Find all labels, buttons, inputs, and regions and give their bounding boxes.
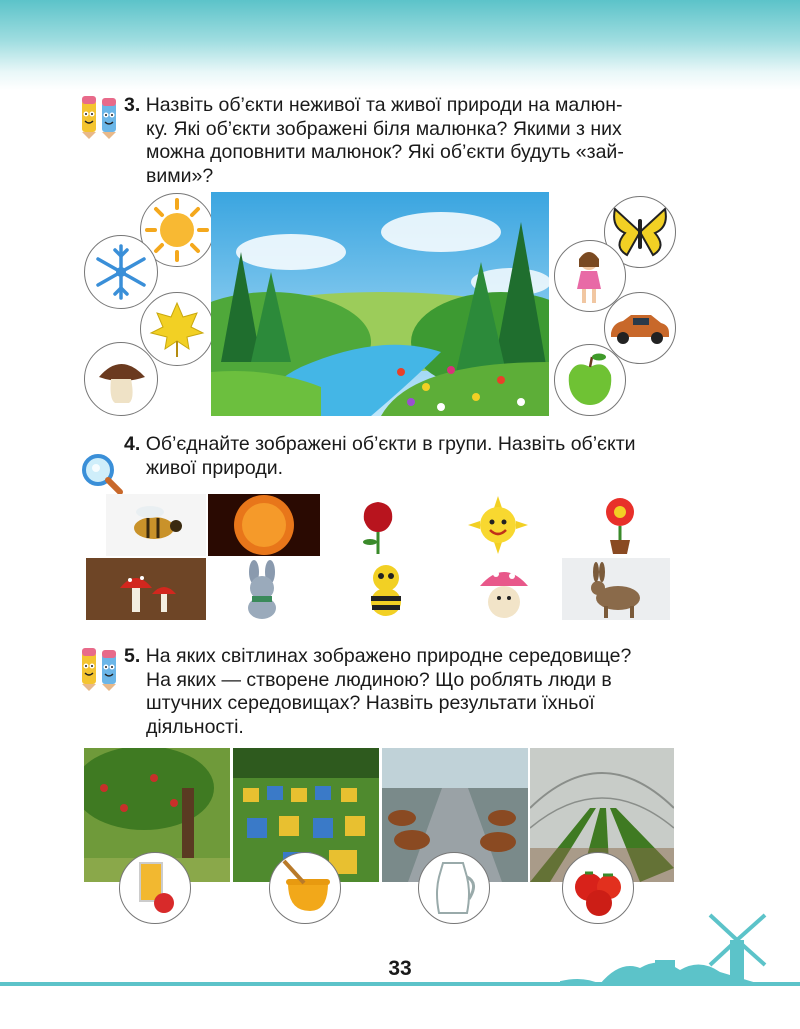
- landscape-picture: [211, 192, 549, 416]
- task-4-line-2: живої природи.: [146, 456, 284, 479]
- pencils-icon: [78, 94, 124, 140]
- mushroom-circle: [84, 342, 158, 416]
- task-5-line-4: діяльності.: [146, 715, 244, 738]
- snowflake-circle: [84, 235, 158, 309]
- toy-mushroom-photo: [474, 558, 534, 620]
- honey-circle: [269, 852, 341, 924]
- mushrooms-photo: [86, 558, 206, 620]
- task-4-line-1: Об’єднайте зображені об’єкти в групи. Назвіть об’єкти: [145, 433, 636, 455]
- header-band: [0, 0, 800, 90]
- apple-circle: [554, 344, 626, 416]
- toy-flower-icon: [592, 494, 648, 556]
- bee-photo: [106, 494, 206, 556]
- task-3-line-1: Назвіть об’єкти неживої та живої природи на малюн-: [145, 94, 623, 116]
- juice-icon: [120, 853, 190, 923]
- rose-photo: [348, 494, 408, 556]
- toy-bee-icon: [360, 558, 412, 620]
- task-5-line-3: штучних середовищах? Назвіть результати їхньої: [146, 692, 595, 714]
- task-3: [124, 94, 624, 188]
- toy-flower-photo: [592, 494, 648, 556]
- toy-mushroom-icon: [474, 558, 534, 620]
- hare-icon: [562, 558, 670, 620]
- green-apple-icon: [555, 345, 625, 415]
- sun-photo-icon: [208, 494, 320, 556]
- pencils-icon: [78, 646, 124, 692]
- toy-bunny-icon: [232, 558, 292, 620]
- fly-agaric-icon: [86, 558, 206, 620]
- bee-icon: [106, 494, 206, 556]
- page-number: 33: [388, 957, 412, 980]
- task-4: [124, 433, 636, 480]
- leaf-circle: [140, 292, 214, 366]
- task-5-number: 5.: [124, 645, 141, 667]
- mushroom-icon: [85, 343, 157, 415]
- milk-jug-icon: [419, 853, 489, 923]
- magnifier-icon: [78, 450, 124, 496]
- sun-photo: [208, 494, 320, 556]
- task-5-line-1: На яких світлинах зображено природне середовище?: [145, 645, 632, 667]
- girl-icon: [555, 241, 625, 311]
- milk-circle: [418, 852, 490, 924]
- task-5-line-2: На яких — створене людиною? Що роблять люди в: [146, 668, 612, 691]
- juice-circle: [119, 852, 191, 924]
- toy-sun-photo: [466, 494, 530, 556]
- toy-bee-photo: [360, 558, 412, 620]
- maple-leaf-icon: [141, 293, 213, 365]
- toy-bunny-photo: [232, 558, 292, 620]
- task-3-line-3: можна доповнити малюнок? Які об’єкти будуть «зай-: [146, 141, 624, 163]
- task-3-line-4: вими»?: [146, 164, 214, 187]
- task-5: [124, 645, 631, 739]
- toy-sun-icon: [466, 494, 530, 556]
- snowflake-icon: [85, 236, 157, 308]
- windmill-silhouette-icon: [560, 900, 800, 984]
- task-3-number: 3.: [124, 94, 141, 116]
- task-4-number: 4.: [124, 433, 141, 455]
- car-icon: [605, 293, 675, 363]
- hare-photo: [562, 558, 670, 620]
- task-3-line-2: ку. Які об’єкти зображені біля малюнка? Якими з них: [146, 117, 622, 140]
- rose-icon: [348, 494, 408, 556]
- honey-icon: [270, 853, 340, 923]
